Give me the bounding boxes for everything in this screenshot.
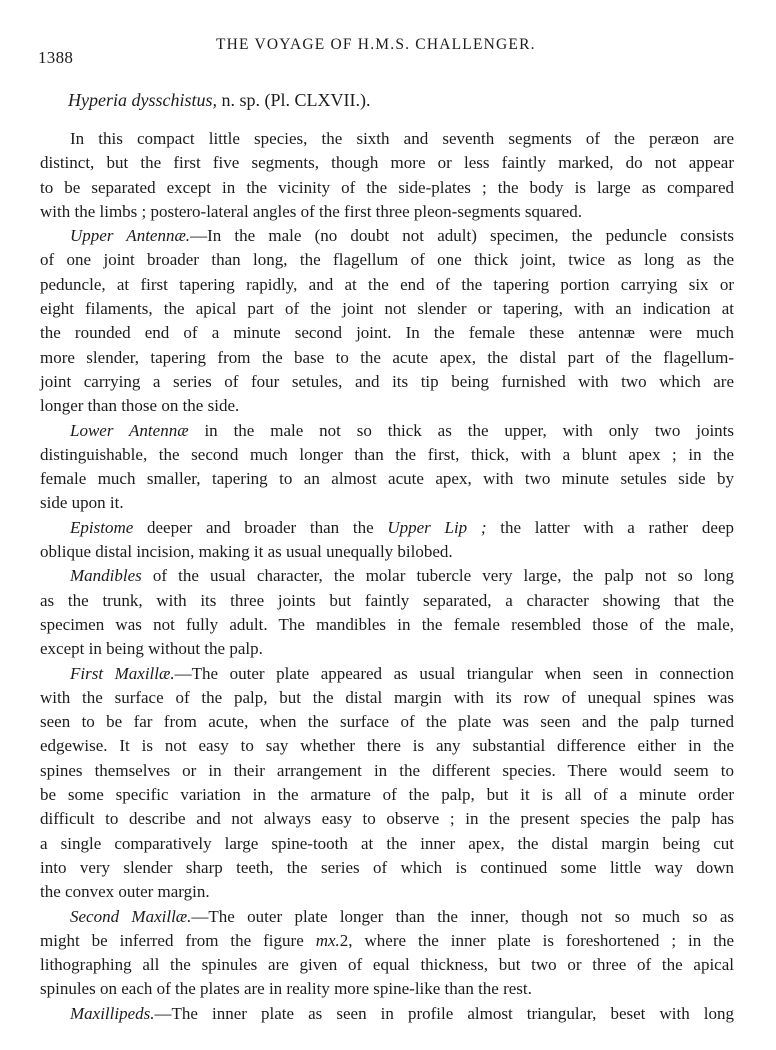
text-line: the rounded end of a minute second joint. In the female these antennæ were much — [40, 323, 734, 343]
text-line: spines themselves or in their arrangement in the different species. There would seem to — [40, 760, 734, 780]
text-run: might be inferred from the figure — [40, 930, 316, 950]
text-line: female much smaller, tapering to an almost acute apex, with two minute setules side by — [40, 469, 734, 489]
text-line: spinules on each of the plates are in reality more spine-like than the rest. — [40, 979, 532, 999]
text-line: the convex outer margin. — [40, 882, 210, 902]
text-line: more slender, tapering from the base to the acute apex, the distal part of the flagellum- — [40, 347, 734, 367]
paragraph-heading: Epistome — [70, 517, 134, 537]
text-line: eight filaments, the apical part of the joint not slender or tapering, with an indication at — [40, 299, 734, 319]
text-run: of the usual character, the molar tubercle very large, the palp not so long — [141, 566, 734, 586]
text-line — [40, 224, 734, 248]
text-line: specimen was not fully adult. The mandibles in the female resembled those of the male, — [40, 614, 734, 634]
text-line: edgewise. It is not easy to say whether there is any substantial difference either in the — [40, 736, 734, 756]
species-name: Hyperia dysschistus, — [68, 90, 217, 110]
section-title — [68, 90, 370, 111]
paragraph-heading-upper-lip: Upper Lip ; — [387, 517, 487, 537]
text-line: distinct, but the first five segments, though more or less faintly marked, do not appear — [40, 153, 734, 173]
paragraph-heading: Mandibles — [70, 566, 142, 586]
paragraph-heading: Second Maxillæ. — [70, 906, 192, 926]
paragraph-heading: Maxillipeds. — [70, 1003, 155, 1023]
text-line: lithographing all the spinules are given of equal thickness, but two or three of the apical — [40, 955, 734, 975]
paragraph-heading: Upper Antennæ. — [70, 226, 191, 246]
text-line: except in being without the palp. — [40, 639, 263, 659]
text-line: oblique distal incision, making it as usual unequally bilobed. — [40, 542, 453, 562]
text-run: —The inner plate as seen in profile almost triangular, beset with long — [154, 1003, 734, 1023]
text-line: peduncle, at first tapering rapidly, and at the end of the tapering portion carrying six or — [40, 274, 734, 294]
text-line: to be separated except in the vicinity of the side-plates ; the body is large as compared — [40, 177, 734, 197]
text-line: longer than those on the side. — [40, 396, 240, 416]
text-line: as the trunk, with its three joints but faintly separated, a character showing that the — [40, 590, 734, 610]
paragraph-first-maxillae — [40, 662, 734, 905]
text-run: —The outer plate appeared as usual triangular when seen in connection — [174, 663, 735, 683]
text-line — [40, 419, 734, 443]
text-line: with the limbs ; postero-lateral angles of the first three pleon-segments squared. — [40, 201, 582, 221]
paragraph-epistome — [40, 516, 734, 565]
page-number: 1388 — [38, 48, 74, 67]
figure-reference: mx. — [315, 930, 340, 950]
text-run: 2, where the inner plate is foreshortened ; in the — [339, 930, 735, 950]
text-run: deeper and broader than the — [133, 517, 388, 537]
text-line: side upon it. — [40, 493, 124, 513]
text-line — [40, 564, 734, 588]
section-title-rest: n. sp. (Pl. CLXVII.). — [216, 90, 371, 110]
text-line: difficult to describe and not always easy to observe ; in the present species the palp has — [40, 809, 734, 829]
text-line: seen to be far from acute, when the surface of the plate was seen and the palp turned — [40, 712, 734, 732]
paragraph-heading: First Maxillæ. — [70, 663, 175, 683]
paragraph-lower-antennae — [40, 419, 734, 516]
text-line: be some specific variation in the armature of the palp, but it is all of a minute order — [40, 785, 734, 805]
text-run: in the male not so thick as the upper, with only two joints — [188, 420, 735, 440]
text-line: In this compact little species, the sixth and seventh segments of the peræon are — [70, 129, 734, 148]
page-header — [38, 34, 740, 67]
paragraph-upper-antennae — [40, 224, 734, 418]
text-line: with the surface of the palp, but the distal margin with its row of unequal spines was — [40, 687, 734, 707]
text-line: into very slender sharp teeth, the series of which is continued some little way down — [40, 857, 734, 877]
paragraph-intro — [40, 127, 734, 224]
paragraph-second-maxillae — [40, 905, 734, 1002]
text-line: distinguishable, the second much longer than the first, thick, with a blunt apex ; in the — [40, 444, 734, 464]
text-line: joint carrying a series of four setules, and its tip being furnished with two which are — [40, 371, 734, 391]
paragraph-mandibles — [40, 564, 734, 661]
text-run: the latter with a rather deep — [486, 517, 734, 537]
paragraph-maxillipeds — [40, 1002, 734, 1026]
running-head: THE VOYAGE OF H.M.S. CHALLENGER. — [216, 36, 536, 53]
text-line — [40, 905, 734, 929]
text-line — [40, 662, 734, 686]
text-run: —The outer plate longer than the inner, though not so much so as — [191, 906, 734, 926]
body-text — [40, 127, 734, 1026]
text-line: of one joint broader than long, the flagellum of one thick joint, twice as long as the — [40, 250, 734, 270]
paragraph-heading: Lower Antennæ — [70, 420, 189, 440]
text-run: —In the male (no doubt not adult) specimen, the peduncle consists — [190, 226, 734, 246]
text-line — [40, 516, 734, 540]
text-line — [40, 1002, 734, 1026]
text-line — [40, 929, 734, 953]
text-line: a single comparatively large spine-tooth at the inner apex, the distal margin being cut — [40, 833, 734, 853]
